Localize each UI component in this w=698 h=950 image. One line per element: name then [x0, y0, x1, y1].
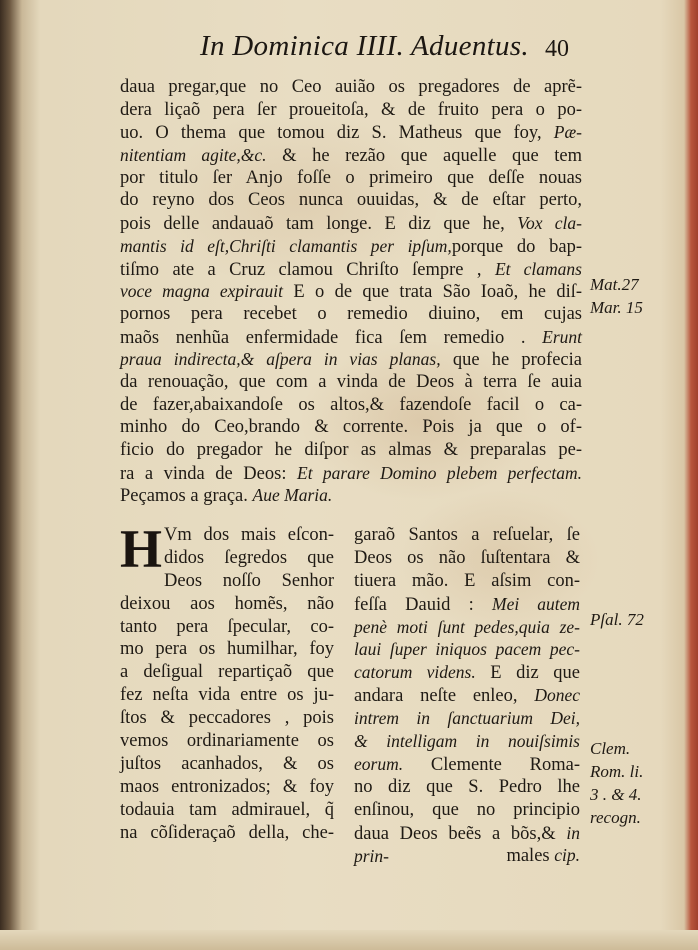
text-segment: ra a vinda de Deos:	[120, 463, 298, 484]
text-segment: por titulo ſer Anjo foſſe o primeiro que deſſe nouas	[120, 167, 582, 188]
text-segment: maõs nenhũa enfermidade fica ſem remedio .	[120, 327, 543, 348]
text-line	[120, 303, 582, 326]
text-segment: maos entronizados; & foy	[120, 776, 334, 797]
text-segment: E o de que trata São Ioaõ, he diſ-	[283, 282, 583, 303]
text-segment: de fazer,abaixandoſe os altos,& fazendoſe facil o ca-	[120, 394, 582, 415]
latin-quotation: nitentiam agite,&c.	[120, 145, 267, 166]
margin-note: recogn.	[590, 808, 641, 827]
text-line	[354, 593, 580, 616]
text-segment: garaõ Santos a reſuelar, ſe	[354, 525, 580, 545]
latin-quotation: intrem in ſanctuarium Dei,	[354, 708, 580, 729]
text-segment: porque do bap-	[451, 236, 582, 257]
margin-note: Mar. 15	[590, 298, 643, 317]
text-line	[120, 167, 582, 190]
latin-quotation: mantis id eſt,Chriſti clamantis per ipſum,	[120, 235, 452, 256]
text-segment: ſtos & peccadores , pois	[120, 708, 334, 729]
text-segment: no diz que S. Pedro lhe	[354, 776, 580, 797]
drop-cap: H	[120, 519, 163, 579]
text-segment: Deos noſſo Senhor	[164, 570, 334, 591]
text-segment: males	[506, 846, 555, 867]
text-segment: tanto pera ſpecular, co-	[120, 616, 334, 637]
text-line	[120, 280, 582, 303]
text-segment: da renouação, que com a vinda de Deos à terra ſe auia	[120, 371, 582, 392]
text-line	[120, 484, 582, 507]
text-line	[354, 730, 580, 753]
page-number: 40	[545, 36, 569, 62]
text-line	[354, 661, 580, 684]
text-line	[120, 661, 334, 684]
text-segment: na cõſideraçaõ della, che-	[120, 822, 334, 843]
text-line	[120, 189, 582, 212]
text-segment: Deos os não ſuſtentara &	[354, 547, 580, 568]
text-line	[120, 570, 334, 593]
text-line	[120, 76, 582, 99]
text-line	[120, 394, 582, 417]
text-segment: do reyno dos Ceos nunca ouuidas, & de eſtar perto,	[120, 190, 582, 211]
text-segment: E diz que	[475, 663, 580, 684]
right-column	[354, 524, 580, 867]
text-line	[354, 638, 580, 661]
latin-quotation: voce magna expirauit	[120, 281, 284, 302]
text-segment: didos ſegredos que	[164, 547, 334, 568]
text-segment: feſſa Dauid :	[354, 594, 492, 615]
text-segment: Vm dos mais eſcon-	[164, 525, 334, 545]
text-segment: pornos pera recebet o remedio diuino, em cujas	[120, 303, 582, 324]
text-line	[120, 258, 582, 281]
text-line	[354, 707, 580, 730]
text-line	[354, 799, 580, 822]
text-segment: pois delle andauaõ tam longe. E diz que he,	[120, 214, 518, 235]
text-segment: daua Deos beẽs a bõs,&	[354, 823, 567, 844]
text-line	[120, 776, 334, 799]
text-line	[120, 144, 582, 167]
text-line	[120, 524, 334, 547]
running-header: In Dominica IIII. Aduentus.	[200, 30, 529, 62]
text-line	[354, 570, 580, 593]
latin-quotation: in prin-	[354, 822, 580, 867]
margin-note: 3 . & 4.	[590, 785, 642, 804]
top-paragraph	[120, 76, 582, 507]
text-segment: dera liçaõ pera ſer proueitoſa, & de fruito pera o po-	[120, 99, 582, 120]
text-segment: andara neſte enleo,	[354, 686, 535, 707]
latin-quotation: cip.	[554, 845, 580, 866]
text-line	[354, 524, 580, 547]
latin-quotation: Et parare Domino plebem perfectam.	[297, 462, 582, 483]
latin-quotation: Donec	[534, 685, 580, 706]
text-line	[120, 462, 582, 485]
text-segment: & he rezão que aquelle que tem	[266, 146, 582, 167]
text-segment: Clemente Roma-	[403, 754, 580, 775]
text-line	[120, 371, 582, 394]
latin-quotation: Pæ-	[553, 122, 582, 143]
text-segment: ficio do pregador he diſpor as almas & preparalas pe-	[120, 440, 582, 460]
margin-note: Clem.	[590, 739, 631, 758]
text-line	[120, 326, 582, 349]
text-line	[120, 799, 334, 822]
text-segment: mo pera os humilhar, foy	[120, 639, 334, 660]
text-segment: tiuera mão. E aſsim con-	[354, 570, 580, 591]
latin-quotation: Aue Maria.	[252, 485, 333, 506]
text-segment: juſtos acanhados, & os	[120, 753, 334, 774]
latin-quotation: praua indirecta,& aſpera in vias planas,	[120, 349, 441, 370]
text-line	[120, 684, 334, 707]
text-line	[354, 684, 580, 707]
text-line	[354, 547, 580, 570]
text-segment: uo. O thema que tomou diz S. Matheus que foy,	[120, 123, 554, 144]
text-segment: tiſmo ate a Cruz clamou Chriſto ſempre ,	[120, 259, 495, 280]
text-segment: vemos ordinariamente os	[120, 731, 334, 752]
text-line	[120, 348, 582, 371]
text-line	[120, 593, 334, 616]
text-segment: que he profecia	[440, 350, 582, 371]
text-line	[120, 730, 334, 753]
latin-quotation: & intelligam in nouiſsimis	[354, 731, 580, 752]
latin-quotation: catorum videns.	[354, 662, 476, 683]
text-segment: Peçamos a graça.	[120, 486, 253, 507]
margin-note: Pſal. 72	[590, 610, 644, 629]
latin-quotation: Mei autem	[492, 593, 580, 614]
text-line	[120, 547, 334, 570]
text-line	[120, 616, 334, 639]
latin-quotation: Et clamans	[494, 258, 582, 279]
latin-quotation: laui ſuper iniquos pacem pec-	[354, 639, 580, 660]
text-line	[354, 753, 580, 776]
text-line	[120, 638, 334, 661]
text-segment: daua pregar,que no Ceo auião os pregadores de aprẽ-	[120, 77, 582, 97]
text-line	[120, 707, 334, 730]
text-line	[120, 439, 582, 462]
text-line	[120, 416, 582, 439]
margin-note: Rom. li.	[590, 762, 644, 781]
text-line	[120, 822, 334, 845]
text-line	[120, 121, 582, 144]
text-segment: todauia tam admirauel, q̃	[120, 799, 334, 820]
latin-quotation: Erunt	[542, 326, 582, 347]
latin-quotation: Vox cla-	[517, 213, 582, 234]
text-line	[120, 235, 582, 258]
latin-quotation: penè moti ſunt pedes,quia ze-	[354, 616, 580, 637]
text-segment: fez neſta vida entre os ju-	[120, 685, 334, 706]
text-segment: a deſigual repartiçaõ que	[120, 662, 334, 683]
text-line	[120, 99, 582, 122]
left-column	[120, 519, 334, 844]
text-line	[120, 753, 334, 776]
latin-quotation: eorum.	[354, 753, 404, 774]
text-line	[120, 212, 582, 235]
text-segment: minho do Ceo,brando & corrente. Pois ja que o of-	[120, 417, 582, 438]
text-line	[354, 776, 580, 799]
text-segment: deixou aos homẽs, não	[120, 593, 334, 614]
text-line	[354, 616, 580, 639]
margin-note: Mat.27	[590, 275, 639, 294]
text-segment: enſinou, que no principio	[354, 799, 580, 820]
